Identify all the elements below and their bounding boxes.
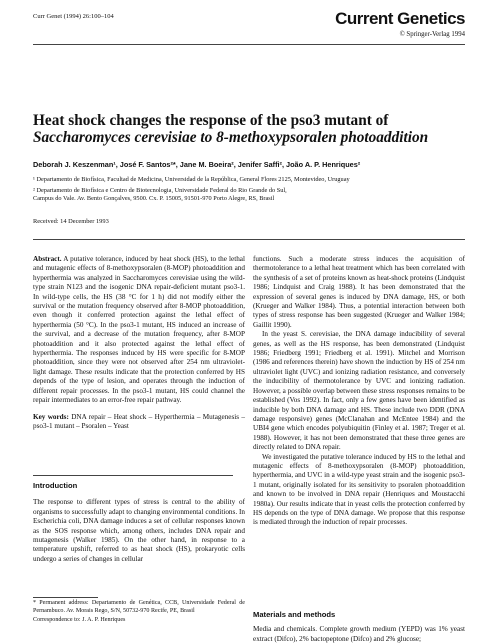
author-list: Deborah J. Keszenman¹, José F. Santos²*, Jane M. Boeira², Jenifer Saffi², João A. P. Henriques² bbox=[33, 160, 361, 169]
footnote-rule bbox=[33, 597, 98, 598]
title-line-2: Saccharomyces cerevisiae to 8-methoxypsoralen photoaddition bbox=[33, 129, 429, 146]
methods-text: Media and chemicals. Complete growth medium (YEPD) was 1% yeast extract (Difco), 2% bactopeptone (Difco) and 2% glucose; bbox=[253, 625, 465, 643]
abstract-label: Abstract. bbox=[33, 255, 62, 263]
footnote-permanent-address: * Permanent address: Departamento de Genética, CCB, Universidade Federal de Pernambuco. Av. Morais Rego, S/N, 50732-970 Recife, PE, Brasil bbox=[33, 600, 245, 614]
methods-section bbox=[253, 610, 465, 644]
footnote-correspondence: Correspondence to: J. A. P. Henriques bbox=[33, 617, 126, 624]
right-column bbox=[253, 255, 465, 528]
introduction-section bbox=[33, 481, 245, 564]
abstract-text: A putative tolerance, induced by heat shock (HS), to the lethal and mutagenic effects of 8-methoxypsoralen (8-MOP) photoaddition and hyperthermia was analyzed in Saccharomyces cerevisiae using the wild-type strain N123 and the isogenic DNA repair-deficient mutant pso3-1. In wild-type cells, the HS (38 °C for 1 h) did not modify either the survival or the mutation frequency observed after 8-MOP photoaddition, even though it conferred protection against the lethal effect of hyperthermia (50 °C). In the pso3-1 mutant, HS induced an increase of the survival, and a decrease of the mutation frequency, after 8-MOP photoaddition and it also protected against the lethal effect of hyperthermia. The responses induced by HS were specific for 8-MOP photoaddition, since they were not observed after 254 nm ultraviolet-light damage. These results indicate that the protection conferred by HS depends of the type of lesion, and operates through the induction of different repair processes. In the pso3-1 mutant, HS could channel the repair intermediates to an error-free repair pathway. bbox=[33, 255, 245, 405]
affiliation-1: ¹ Departamento de Biofísica, Facultad de Medicina, Universidad de la República, General Flores 2125, Montevideo, Uruguay bbox=[33, 176, 350, 183]
right-paragraph-1: functions. Such a moderate stress induces the acquisition of thermotolerance to a lethal heat treatment which has been correlated with the synthesis of a set of proteins known as heat-shock proteins (Lindquist 1986; Lindquist and Craig 1988). It has been demonstrated that the expression of several genes is induced by DNA damage, HS, or both (Krueger and Walker 1984). Thus, a potential interaction between both types of stress response has been suggested (Krueger and Walker 1984; Gaillit 1990). bbox=[253, 255, 465, 329]
header-rule bbox=[33, 44, 465, 45]
keywords-text: DNA repair – Heat shock – Hyperthermia – Mutagenesis – pso3-1 mutant – Psoralen – Yeast bbox=[33, 412, 246, 430]
affiliation-2-line-1: ² Departamento de Biofísica e Centro de Biotecnologia, Universidade Federal do Rio Grande do Sul, bbox=[33, 187, 287, 194]
keywords-label: Key words: bbox=[33, 412, 69, 421]
abstract bbox=[33, 255, 245, 406]
affiliation-2 bbox=[33, 187, 473, 203]
journal-citation: Curr Genet (1994) 26:100–104 bbox=[33, 13, 114, 20]
received-date: Received: 14 December 1993 bbox=[33, 218, 109, 225]
left-column-rule bbox=[33, 475, 233, 476]
left-column bbox=[33, 255, 245, 431]
right-paragraph-3: We investigated the putative tolerance induced by HS to the lethal and mutagenic effects of 8-methoxypsoralen (8-MOP) photoaddition, hyperthermia, and UVC in a wild-type yeast strain and the isogenic pso3-1 mutant, originally isolated for its sensitivity to psoralen photoaddition and known to be involved in DNA repair (Henriques and Moustacchi 1980a). Our results indicate that in yeast cells the protection conferred by HS depends on the type of DNA damage. We propose that this response is mediated through the induction of repair processes. bbox=[253, 452, 465, 527]
article-title bbox=[33, 112, 463, 146]
copyright-notice: © Springer-Verlag 1994 bbox=[399, 31, 465, 38]
journal-brand bbox=[335, 10, 465, 38]
right-paragraph-2: In the yeast S. cerevisiae, the DNA damage inducibility of several genes, as well as the HS response, has been demonstrated (Lindquist 1986; Friedberg 1991; Friedberg et al. 1991). Mitchel and Morrison (1986 and references therein) have shown the induction by HS of 254 nm ultraviolet light (UVC) and ionizing radiation resistance, and conversely the inducibility of thermotolerance by UVC and ionizing radiation. However, a possible overlap between these stress responses remains to be established (Vos 1992). In fact, only a few genes have been identified as inducible by both DNA damage and HS. These include two DDR (DNA damage responsive) genes (McClanahan and McEntee 1984) and the UBI4 gene which encodes polyubiquitin (Finley et al. 1987; Treger et al. 1988). However, it has not been demonstrated that these three genes are directly related to DNA repair. bbox=[253, 330, 465, 452]
section-rule bbox=[33, 239, 465, 240]
introduction-text: The response to different types of stress is central to the ability of organisms to successfully adapt to changing environmental conditions. In Escherichia coli, DNA damage induces a set of cellular responses known as the SOS response which, among others, includes DNA repair and mutagenesis (Walker 1985). On the other hand, in response to a temperature upshift, referred to as heat shock (HS), prokaryotic cells undergo a series of changes in cellular bbox=[33, 498, 245, 563]
methods-heading: Materials and methods bbox=[253, 610, 336, 619]
title-line-1: Heat shock changes the response of the pso3 mutant of bbox=[33, 112, 389, 129]
footnotes bbox=[33, 600, 245, 625]
keywords bbox=[33, 413, 245, 432]
journal-name: Current Genetics bbox=[335, 9, 465, 28]
affiliation-2-line-2: Campus do Vale. Av. Bento Gonçalves, 9500. Cx. P. 15005, 91501-970 Porto Alegre, RS, Brasil bbox=[33, 195, 275, 202]
introduction-heading: Introduction bbox=[33, 481, 78, 490]
